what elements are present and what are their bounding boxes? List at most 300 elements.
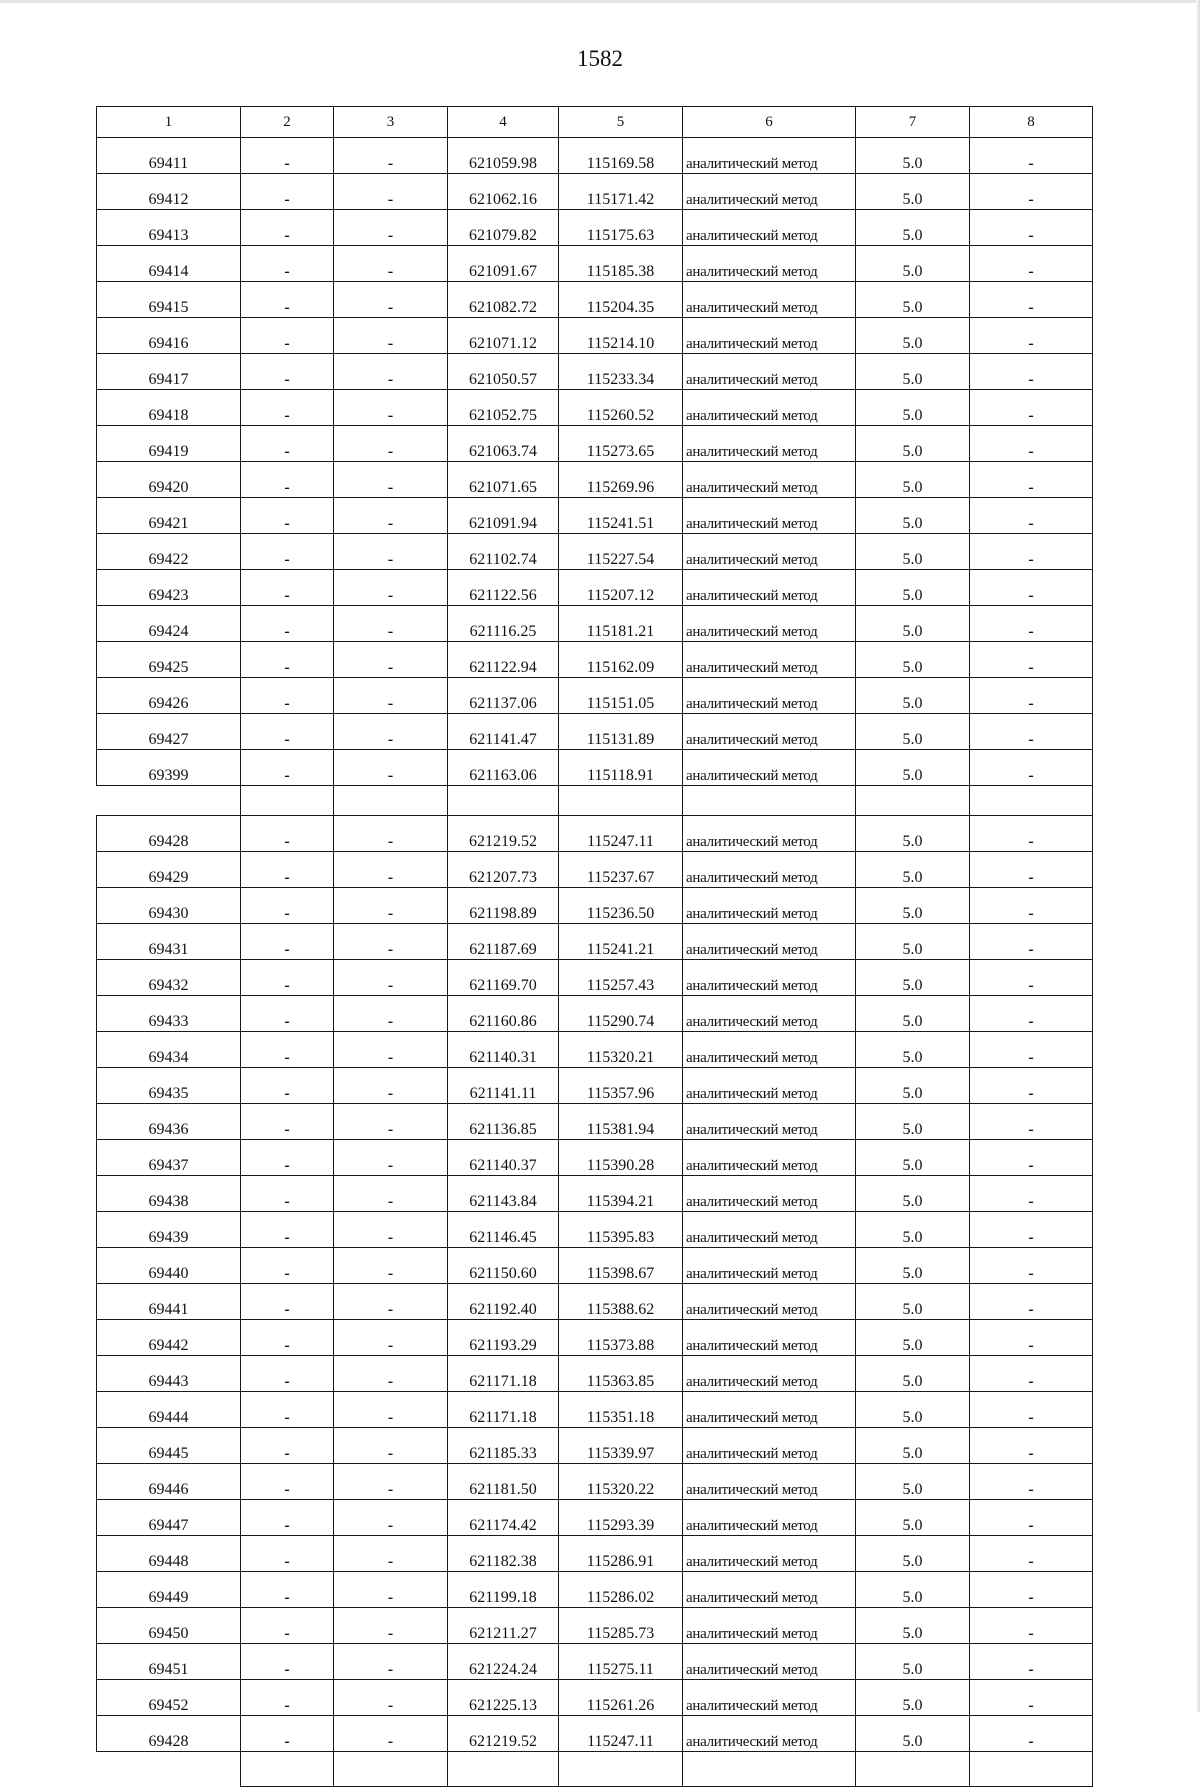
table-row [97, 852, 1093, 888]
point-number-cell: 69422 [97, 534, 241, 570]
coord-y-cell: 115257.43 [559, 960, 683, 996]
col2-cell: - [241, 1500, 334, 1536]
col2-cell: - [241, 1644, 334, 1680]
accuracy-cell: 5.0 [856, 714, 970, 750]
coord-y-cell: 115286.91 [559, 1536, 683, 1572]
table-row [97, 1248, 1093, 1284]
separator-cell [559, 786, 683, 816]
col2-cell: - [241, 996, 334, 1032]
column-header: 2 [241, 107, 334, 138]
col8-cell: - [970, 318, 1093, 354]
coord-x-cell: 621185.33 [448, 1428, 559, 1464]
coord-y-cell: 115151.05 [559, 678, 683, 714]
coord-y-cell: 115181.21 [559, 606, 683, 642]
col8-cell: - [970, 678, 1093, 714]
column-header: 1 [97, 107, 241, 138]
coord-x-cell: 621141.47 [448, 714, 559, 750]
coord-y-cell: 115363.85 [559, 1356, 683, 1392]
coord-x-cell: 621171.18 [448, 1392, 559, 1428]
coord-y-cell: 115260.52 [559, 390, 683, 426]
coordinates-table [96, 106, 1093, 1787]
scan-top-edge [0, 0, 1200, 3]
col3-cell: - [334, 924, 448, 960]
point-number-cell: 69446 [97, 1464, 241, 1500]
point-number-cell: 69440 [97, 1248, 241, 1284]
method-cell: аналитический метод [683, 174, 856, 210]
accuracy-cell: 5.0 [856, 1176, 970, 1212]
method-cell: аналитический метод [683, 714, 856, 750]
col3-cell: - [334, 1572, 448, 1608]
column-header: 6 [683, 107, 856, 138]
method-cell: аналитический метод [683, 1572, 856, 1608]
point-number-cell: 69442 [97, 1320, 241, 1356]
method-cell: аналитический метод [683, 750, 856, 786]
col2-cell: - [241, 462, 334, 498]
coord-y-cell: 115131.89 [559, 714, 683, 750]
method-cell: аналитический метод [683, 498, 856, 534]
table-row [97, 138, 1093, 174]
separator-cell [856, 786, 970, 816]
accuracy-cell: 5.0 [856, 1104, 970, 1140]
method-cell: аналитический метод [683, 1140, 856, 1176]
coord-y-cell: 115388.62 [559, 1284, 683, 1320]
coord-y-cell: 115236.50 [559, 888, 683, 924]
method-cell: аналитический метод [683, 1644, 856, 1680]
end-cell [448, 1752, 559, 1787]
col8-cell: - [970, 1248, 1093, 1284]
col3-cell: - [334, 210, 448, 246]
accuracy-cell: 5.0 [856, 888, 970, 924]
col3-cell: - [334, 1464, 448, 1500]
method-cell: аналитический метод [683, 642, 856, 678]
coord-y-cell: 115381.94 [559, 1104, 683, 1140]
col8-cell: - [970, 888, 1093, 924]
col3-cell: - [334, 174, 448, 210]
table-row [97, 1644, 1093, 1680]
section-2-body [97, 816, 1093, 1752]
end-cell [559, 1752, 683, 1787]
col3-cell: - [334, 138, 448, 174]
accuracy-cell: 5.0 [856, 1716, 970, 1752]
coord-x-cell: 621102.74 [448, 534, 559, 570]
accuracy-cell: 5.0 [856, 246, 970, 282]
point-number-cell: 69419 [97, 426, 241, 462]
coord-x-cell: 621136.85 [448, 1104, 559, 1140]
table-row [97, 354, 1093, 390]
col8-cell: - [970, 1176, 1093, 1212]
section-separator [97, 786, 1093, 816]
coord-x-cell: 621182.38 [448, 1536, 559, 1572]
point-number-cell: 69435 [97, 1068, 241, 1104]
col8-cell: - [970, 1500, 1093, 1536]
col2-cell: - [241, 570, 334, 606]
col3-cell: - [334, 570, 448, 606]
col3-cell: - [334, 1140, 448, 1176]
coord-x-cell: 621207.73 [448, 852, 559, 888]
table-row [97, 606, 1093, 642]
end-cell [856, 1752, 970, 1787]
point-number-cell: 69412 [97, 174, 241, 210]
accuracy-cell: 5.0 [856, 210, 970, 246]
col8-cell: - [970, 1032, 1093, 1068]
table-row [97, 1356, 1093, 1392]
point-number-cell: 69436 [97, 1104, 241, 1140]
col2-cell: - [241, 1356, 334, 1392]
col2-cell: - [241, 714, 334, 750]
end-row [97, 1752, 1093, 1787]
table-row [97, 1464, 1093, 1500]
col2-cell: - [241, 1104, 334, 1140]
accuracy-cell: 5.0 [856, 318, 970, 354]
column-header: 8 [970, 107, 1093, 138]
point-number-cell: 69411 [97, 138, 241, 174]
table-row [97, 1068, 1093, 1104]
coord-x-cell: 621199.18 [448, 1572, 559, 1608]
coord-x-cell: 621143.84 [448, 1176, 559, 1212]
end-cell [97, 1752, 241, 1787]
accuracy-cell: 5.0 [856, 1284, 970, 1320]
col2-cell: - [241, 750, 334, 786]
coord-x-cell: 621211.27 [448, 1608, 559, 1644]
table-row [97, 1500, 1093, 1536]
accuracy-cell: 5.0 [856, 1392, 970, 1428]
table-row [97, 888, 1093, 924]
col2-cell: - [241, 426, 334, 462]
accuracy-cell: 5.0 [856, 996, 970, 1032]
col2-cell: - [241, 606, 334, 642]
separator-row [97, 786, 1093, 816]
method-cell: аналитический метод [683, 924, 856, 960]
coord-x-cell: 621150.60 [448, 1248, 559, 1284]
col8-cell: - [970, 852, 1093, 888]
col2-cell: - [241, 1248, 334, 1284]
method-cell: аналитический метод [683, 318, 856, 354]
table-row [97, 996, 1093, 1032]
table-row [97, 318, 1093, 354]
coord-y-cell: 115233.34 [559, 354, 683, 390]
coord-y-cell: 115351.18 [559, 1392, 683, 1428]
col2-cell: - [241, 816, 334, 852]
col8-cell: - [970, 996, 1093, 1032]
col8-cell: - [970, 1464, 1093, 1500]
coord-x-cell: 621140.37 [448, 1140, 559, 1176]
method-cell: аналитический метод [683, 1680, 856, 1716]
col8-cell: - [970, 1536, 1093, 1572]
table-row [97, 1104, 1093, 1140]
table-row [97, 642, 1093, 678]
method-cell: аналитический метод [683, 996, 856, 1032]
page-number: 1582 [577, 46, 623, 71]
accuracy-cell: 5.0 [856, 462, 970, 498]
col3-cell: - [334, 852, 448, 888]
table-row [97, 1428, 1093, 1464]
coord-y-cell: 115398.67 [559, 1248, 683, 1284]
end-cell [683, 1752, 856, 1787]
col2-cell: - [241, 282, 334, 318]
method-cell: аналитический метод [683, 390, 856, 426]
col3-cell: - [334, 1176, 448, 1212]
col2-cell: - [241, 1428, 334, 1464]
col8-cell: - [970, 1608, 1093, 1644]
column-header: 3 [334, 107, 448, 138]
method-cell: аналитический метод [683, 354, 856, 390]
coord-x-cell: 621059.98 [448, 138, 559, 174]
col8-cell: - [970, 1068, 1093, 1104]
col8-cell: - [970, 534, 1093, 570]
column-header: 5 [559, 107, 683, 138]
table-row [97, 534, 1093, 570]
col3-cell: - [334, 996, 448, 1032]
table-row [97, 1608, 1093, 1644]
col8-cell: - [970, 570, 1093, 606]
method-cell: аналитический метод [683, 1536, 856, 1572]
col3-cell: - [334, 498, 448, 534]
method-cell: аналитический метод [683, 678, 856, 714]
point-number-cell: 69427 [97, 714, 241, 750]
table-row [97, 1320, 1093, 1356]
table-row [97, 210, 1093, 246]
point-number-cell: 69447 [97, 1500, 241, 1536]
col2-cell: - [241, 1212, 334, 1248]
col8-cell: - [970, 1572, 1093, 1608]
table-row [97, 1392, 1093, 1428]
method-cell: аналитический метод [683, 888, 856, 924]
col8-cell: - [970, 354, 1093, 390]
method-cell: аналитический метод [683, 138, 856, 174]
coord-x-cell: 621146.45 [448, 1212, 559, 1248]
table-row [97, 282, 1093, 318]
coord-x-cell: 621052.75 [448, 390, 559, 426]
accuracy-cell: 5.0 [856, 1140, 970, 1176]
col3-cell: - [334, 1716, 448, 1752]
separator-cell [683, 786, 856, 816]
col8-cell: - [970, 1284, 1093, 1320]
col3-cell: - [334, 1104, 448, 1140]
coord-x-cell: 621116.25 [448, 606, 559, 642]
point-number-cell: 69428 [97, 816, 241, 852]
method-cell: аналитический метод [683, 960, 856, 996]
table-row [97, 390, 1093, 426]
table-row [97, 678, 1093, 714]
point-number-cell: 69428 [97, 1716, 241, 1752]
point-number-cell: 69433 [97, 996, 241, 1032]
method-cell: аналитический метод [683, 852, 856, 888]
col8-cell: - [970, 1680, 1093, 1716]
method-cell: аналитический метод [683, 426, 856, 462]
point-number-cell: 69423 [97, 570, 241, 606]
column-header: 7 [856, 107, 970, 138]
coord-x-cell: 621062.16 [448, 174, 559, 210]
accuracy-cell: 5.0 [856, 1068, 970, 1104]
column-header: 4 [448, 107, 559, 138]
coord-x-cell: 621160.86 [448, 996, 559, 1032]
coord-x-cell: 621169.70 [448, 960, 559, 996]
col8-cell: - [970, 1716, 1093, 1752]
col2-cell: - [241, 318, 334, 354]
method-cell: аналитический метод [683, 462, 856, 498]
coord-x-cell: 621163.06 [448, 750, 559, 786]
header-row [97, 107, 1093, 138]
col2-cell: - [241, 498, 334, 534]
col2-cell: - [241, 1068, 334, 1104]
method-cell: аналитический метод [683, 1464, 856, 1500]
point-number-cell: 69451 [97, 1644, 241, 1680]
col2-cell: - [241, 210, 334, 246]
coord-y-cell: 115214.10 [559, 318, 683, 354]
point-number-cell: 69418 [97, 390, 241, 426]
col8-cell: - [970, 138, 1093, 174]
col8-cell: - [970, 1140, 1093, 1176]
end-cell [241, 1752, 334, 1787]
coord-y-cell: 115320.21 [559, 1032, 683, 1068]
col3-cell: - [334, 1356, 448, 1392]
col3-cell: - [334, 1032, 448, 1068]
coord-x-cell: 621140.31 [448, 1032, 559, 1068]
method-cell: аналитический метод [683, 1428, 856, 1464]
col3-cell: - [334, 888, 448, 924]
coord-y-cell: 115169.58 [559, 138, 683, 174]
point-number-cell: 69432 [97, 960, 241, 996]
coord-x-cell: 621219.52 [448, 816, 559, 852]
table-row [97, 498, 1093, 534]
coord-x-cell: 621137.06 [448, 678, 559, 714]
col2-cell: - [241, 354, 334, 390]
accuracy-cell: 5.0 [856, 1320, 970, 1356]
table-row [97, 816, 1093, 852]
coord-y-cell: 115394.21 [559, 1176, 683, 1212]
coord-x-cell: 621187.69 [448, 924, 559, 960]
coord-y-cell: 115285.73 [559, 1608, 683, 1644]
accuracy-cell: 5.0 [856, 1644, 970, 1680]
col2-cell: - [241, 534, 334, 570]
point-number-cell: 69438 [97, 1176, 241, 1212]
method-cell: аналитический метод [683, 1356, 856, 1392]
point-number-cell: 69450 [97, 1608, 241, 1644]
point-number-cell: 69439 [97, 1212, 241, 1248]
method-cell: аналитический метод [683, 1176, 856, 1212]
coord-x-cell: 621122.56 [448, 570, 559, 606]
point-number-cell: 69437 [97, 1140, 241, 1176]
accuracy-cell: 5.0 [856, 1500, 970, 1536]
point-number-cell: 69413 [97, 210, 241, 246]
coord-y-cell: 115357.96 [559, 1068, 683, 1104]
accuracy-cell: 5.0 [856, 1212, 970, 1248]
col3-cell: - [334, 1644, 448, 1680]
col3-cell: - [334, 1248, 448, 1284]
col2-cell: - [241, 1536, 334, 1572]
col3-cell: - [334, 1428, 448, 1464]
accuracy-cell: 5.0 [856, 282, 970, 318]
table-row [97, 960, 1093, 996]
col3-cell: - [334, 606, 448, 642]
point-number-cell: 69399 [97, 750, 241, 786]
method-cell: аналитический метод [683, 1392, 856, 1428]
table-row [97, 1572, 1093, 1608]
col3-cell: - [334, 426, 448, 462]
point-number-cell: 69444 [97, 1392, 241, 1428]
accuracy-cell: 5.0 [856, 174, 970, 210]
accuracy-cell: 5.0 [856, 1248, 970, 1284]
col3-cell: - [334, 678, 448, 714]
table-row [97, 426, 1093, 462]
coord-y-cell: 115261.26 [559, 1680, 683, 1716]
accuracy-cell: 5.0 [856, 426, 970, 462]
coord-y-cell: 115339.97 [559, 1428, 683, 1464]
col8-cell: - [970, 606, 1093, 642]
col8-cell: - [970, 210, 1093, 246]
method-cell: аналитический метод [683, 1716, 856, 1752]
coord-y-cell: 115204.35 [559, 282, 683, 318]
accuracy-cell: 5.0 [856, 1464, 970, 1500]
method-cell: аналитический метод [683, 1068, 856, 1104]
accuracy-cell: 5.0 [856, 498, 970, 534]
col8-cell: - [970, 1320, 1093, 1356]
point-number-cell: 69434 [97, 1032, 241, 1068]
method-cell: аналитический метод [683, 1500, 856, 1536]
coord-x-cell: 621122.94 [448, 642, 559, 678]
method-cell: аналитический метод [683, 210, 856, 246]
coord-x-cell: 621193.29 [448, 1320, 559, 1356]
col8-cell: - [970, 750, 1093, 786]
accuracy-cell: 5.0 [856, 1608, 970, 1644]
col2-cell: - [241, 1320, 334, 1356]
coordinates-table-container [96, 106, 1092, 1787]
col3-cell: - [334, 960, 448, 996]
col2-cell: - [241, 1464, 334, 1500]
col3-cell: - [334, 1536, 448, 1572]
col2-cell: - [241, 1680, 334, 1716]
table-row [97, 1176, 1093, 1212]
coord-x-cell: 621071.12 [448, 318, 559, 354]
col2-cell: - [241, 246, 334, 282]
point-number-cell: 69452 [97, 1680, 241, 1716]
coord-x-cell: 621141.11 [448, 1068, 559, 1104]
col2-cell: - [241, 1284, 334, 1320]
col3-cell: - [334, 318, 448, 354]
coord-y-cell: 115207.12 [559, 570, 683, 606]
col3-cell: - [334, 534, 448, 570]
coord-x-cell: 621192.40 [448, 1284, 559, 1320]
table-row [97, 570, 1093, 606]
separator-cell [241, 786, 334, 816]
col2-cell: - [241, 678, 334, 714]
coord-x-cell: 621198.89 [448, 888, 559, 924]
accuracy-cell: 5.0 [856, 390, 970, 426]
table-row [97, 174, 1093, 210]
col3-cell: - [334, 1284, 448, 1320]
accuracy-cell: 5.0 [856, 816, 970, 852]
col8-cell: - [970, 714, 1093, 750]
accuracy-cell: 5.0 [856, 354, 970, 390]
col2-cell: - [241, 1176, 334, 1212]
coord-y-cell: 115171.42 [559, 174, 683, 210]
method-cell: аналитический метод [683, 570, 856, 606]
point-number-cell: 69445 [97, 1428, 241, 1464]
coord-y-cell: 115227.54 [559, 534, 683, 570]
point-number-cell: 69415 [97, 282, 241, 318]
table-row [97, 246, 1093, 282]
method-cell: аналитический метод [683, 1032, 856, 1068]
col8-cell: - [970, 426, 1093, 462]
accuracy-cell: 5.0 [856, 642, 970, 678]
point-number-cell: 69417 [97, 354, 241, 390]
coord-x-cell: 621050.57 [448, 354, 559, 390]
coord-x-cell: 621091.94 [448, 498, 559, 534]
scan-right-edge [1196, 0, 1200, 1712]
table-row [97, 462, 1093, 498]
col3-cell: - [334, 714, 448, 750]
table-row [97, 1536, 1093, 1572]
